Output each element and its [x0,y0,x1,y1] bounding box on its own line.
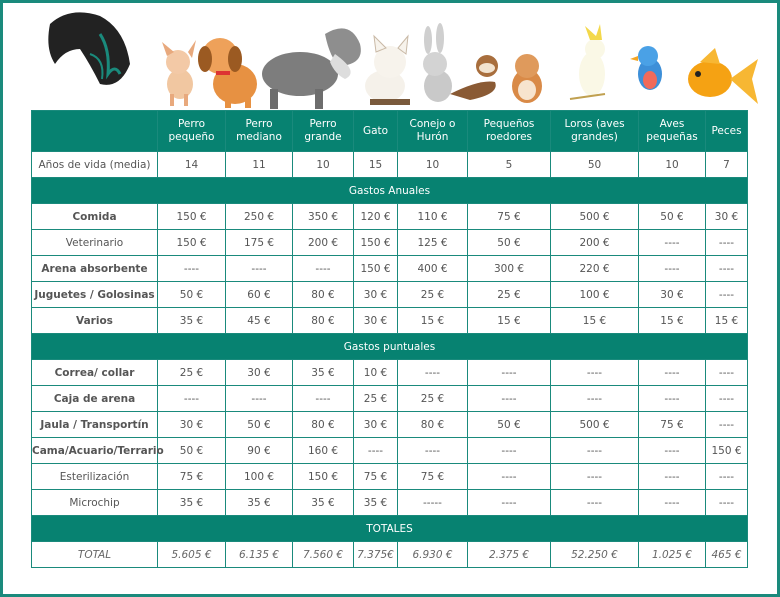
table-cell: ---- [706,412,748,438]
table-row [32,464,748,490]
table-cell: 100 € [226,464,293,490]
section-title-totals: TOTALES [32,516,748,542]
animal-illustrations [30,4,765,110]
table-cell: ---- [293,386,354,412]
table-cell: 400 € [398,256,468,282]
table-cell: 150 € [354,230,398,256]
table-cell: 35 € [226,490,293,516]
table-cell: 15 [354,152,398,178]
table-cell: 30 € [354,412,398,438]
table-cell: ---- [158,256,226,282]
row-label: TOTAL [32,542,158,568]
row-label: Arena absorbente [32,256,158,282]
row-label: Veterinario [32,230,158,256]
table-cell: 150 € [706,438,748,464]
table-cell: ---- [706,256,748,282]
table-cell: ---- [468,490,551,516]
table-cell: 220 € [551,256,639,282]
col-header: Perro grande [293,111,354,152]
table-cell: 10 [398,152,468,178]
section-title-annual: Gastos Anuales [32,178,748,204]
table-cell: 50 € [158,438,226,464]
table-cell: ---- [639,386,706,412]
table-cell: 50 € [468,230,551,256]
row-label: Juguetes / Golosinas [32,282,158,308]
table-cell: 50 € [226,412,293,438]
table-cell: 75 € [639,412,706,438]
header-row [32,111,748,152]
goldfish-icon [688,48,758,104]
total-cell: 6.930 € [398,542,468,568]
table-cell: 35 € [158,490,226,516]
table-cell: 30 € [354,308,398,334]
table-cell: ---- [706,490,748,516]
table-cell: ---- [639,490,706,516]
woman-silhouette-logo [48,12,130,84]
table-cell: 11 [226,152,293,178]
table-cell: ---- [398,360,468,386]
table-row [32,282,748,308]
row-label: Esterilización [32,464,158,490]
table-cell: ---- [398,438,468,464]
table-cell: 200 € [551,230,639,256]
table-cell: 45 € [226,308,293,334]
table-cell: ---- [706,464,748,490]
table-cell: 50 [551,152,639,178]
table-cell: 25 € [158,360,226,386]
medium-dog-icon [198,38,257,108]
table-cell: ---- [639,464,706,490]
col-header: Conejo o Hurón [398,111,468,152]
table-cell: 200 € [293,230,354,256]
table-cell: 5 [468,152,551,178]
table-row [32,230,748,256]
total-cell: 465 € [706,542,748,568]
table-cell: 80 € [293,308,354,334]
table-cell: 250 € [226,204,293,230]
total-cell: 2.375 € [468,542,551,568]
table-row [32,360,748,386]
table-cell: 25 € [354,386,398,412]
table-cell: 150 € [158,230,226,256]
table-cell: 150 € [354,256,398,282]
table-cell: 300 € [468,256,551,282]
section-title-punctual: Gastos puntuales [32,334,748,360]
col-header: Perro pequeño [158,111,226,152]
table-cell: ---- [293,256,354,282]
table-cell: ---- [354,438,398,464]
table-cell: 35 € [293,360,354,386]
table-cell: 50 € [468,412,551,438]
table-cell: ---- [639,360,706,386]
row-label: Varios [32,308,158,334]
table-cell: 90 € [226,438,293,464]
table-cell: 80 € [293,412,354,438]
col-header: Pequeños roedores [468,111,551,152]
table-cell: 75 € [468,204,551,230]
table-cell: ---- [706,230,748,256]
table-row [32,308,748,334]
row-label: Cama/Acuario/Terrario [32,438,158,464]
table-cell: ---- [551,386,639,412]
table-cell: ----- [398,490,468,516]
table-cell: 150 € [293,464,354,490]
col-header: Aves pequeñas [639,111,706,152]
table-cell: 35 € [354,490,398,516]
section-row [32,516,748,542]
table-cell: 50 € [158,282,226,308]
table-cell: ---- [158,386,226,412]
table-cell: ---- [639,438,706,464]
table-row [32,386,748,412]
life-row [32,152,748,178]
table-cell: 15 € [639,308,706,334]
total-cell: 1.025 € [639,542,706,568]
col-header: Peces [706,111,748,152]
table-cell: 125 € [398,230,468,256]
pet-costs-table [31,110,748,568]
table-cell: ---- [551,490,639,516]
table-cell: 25 € [468,282,551,308]
table-cell: 75 € [398,464,468,490]
table-cell: 10 [639,152,706,178]
table-cell: 500 € [551,412,639,438]
table-cell: ---- [551,464,639,490]
table-cell: ---- [226,256,293,282]
schnauzer-dog-icon [262,28,361,109]
table-cell: 175 € [226,230,293,256]
total-cell: 5.605 € [158,542,226,568]
table-cell: 7 [706,152,748,178]
col-header: Perro mediano [226,111,293,152]
hamster-icon [512,54,542,103]
rabbit-icon [423,23,452,102]
table-cell: ---- [551,360,639,386]
table-cell: ---- [468,386,551,412]
table-cell: ---- [706,386,748,412]
table-row [32,256,748,282]
total-row [32,542,748,568]
table-cell: ---- [551,438,639,464]
row-label: Correa/ collar [32,360,158,386]
cat-icon [365,36,410,105]
row-label: Caja de arena [32,386,158,412]
table-cell: 120 € [354,204,398,230]
total-cell: 6.135 € [226,542,293,568]
table-cell: 60 € [226,282,293,308]
col-header: Loros (aves grandes) [551,111,639,152]
table-cell: 30 € [706,204,748,230]
ferret-icon [450,55,498,100]
table-cell: 30 € [354,282,398,308]
table-cell: ---- [468,360,551,386]
table-cell: 10 € [354,360,398,386]
annual-rows [32,204,748,334]
table-cell: 50 € [639,204,706,230]
col-header: Gato [354,111,398,152]
table-cell: 500 € [551,204,639,230]
table-cell: 30 € [639,282,706,308]
table-cell: 350 € [293,204,354,230]
table-cell: 80 € [398,412,468,438]
table-cell: 30 € [158,412,226,438]
table-cell: ---- [706,282,748,308]
table-cell: 15 € [551,308,639,334]
table-cell: 150 € [158,204,226,230]
table-cell: ---- [639,230,706,256]
table-row [32,412,748,438]
table-cell: 35 € [293,490,354,516]
table-cell: ---- [468,464,551,490]
small-dog-icon [162,40,196,106]
table-cell: 160 € [293,438,354,464]
table-cell: 14 [158,152,226,178]
row-label: Microchip [32,490,158,516]
table-cell: 110 € [398,204,468,230]
table-cell: 75 € [158,464,226,490]
table-cell: 35 € [158,308,226,334]
punctual-rows [32,360,748,516]
table-cell: 10 [293,152,354,178]
table-cell: 15 € [468,308,551,334]
table-cell: 80 € [293,282,354,308]
small-bird-icon [630,46,662,90]
table-cell: 15 € [398,308,468,334]
row-label: Años de vida (media) [32,152,158,178]
table-cell: 30 € [226,360,293,386]
total-cell: 52.250 € [551,542,639,568]
header-corner [32,111,158,152]
table-row [32,204,748,230]
table-cell: ---- [468,438,551,464]
table-cell: ---- [639,256,706,282]
table-cell: 75 € [354,464,398,490]
section-row [32,178,748,204]
table-row [32,490,748,516]
section-row [32,334,748,360]
cockatoo-icon [570,24,605,99]
table-cell: 15 € [706,308,748,334]
row-label: Jaula / Transportín [32,412,158,438]
table-cell: ---- [706,360,748,386]
row-label: Comida [32,204,158,230]
table-cell: 25 € [398,282,468,308]
total-cell: 7.375€ [354,542,398,568]
total-cell: 7.560 € [293,542,354,568]
table-cell: 100 € [551,282,639,308]
table-cell: 25 € [398,386,468,412]
table-cell: ---- [226,386,293,412]
table-row [32,438,748,464]
